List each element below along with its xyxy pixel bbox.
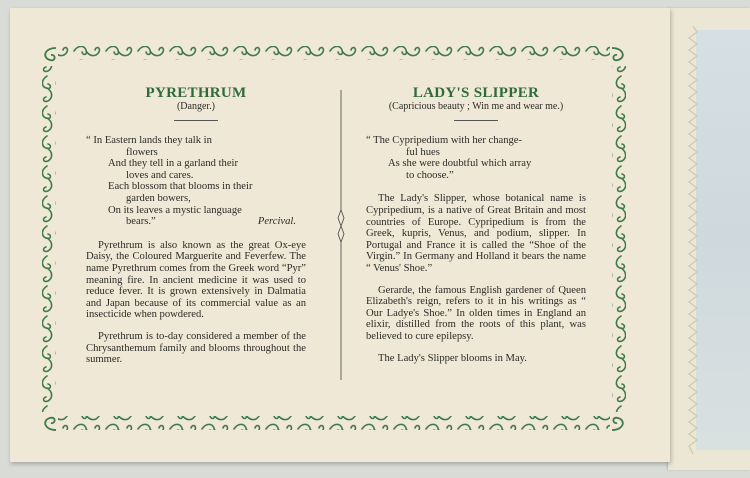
pinked-edge (686, 26, 700, 454)
pyrethrum-paragraph: Pyrethrum is also known as the great Ox-eye Daisy, the Coloured Marguerite and Feverfew. The name Pyrethrum comes from the Greek word “Pyr” meaning fire. In ancient medicine it was used to reduce fever. It is grown extensively in Dalmatia and Japan because of its commercial value as an insecticide when powdered. (86, 239, 306, 321)
ladys-slipper-paragraph: The Lady's Slipper blooms in May. (378, 352, 527, 364)
poem-author: Percival. (257, 216, 296, 228)
title-rule (174, 120, 218, 121)
ladys-slipper-title: LADY'S SLIPPER (412, 85, 540, 101)
pyrethrum-title: PYRETHRUM (145, 85, 247, 101)
poem-line: garden bowers, (126, 193, 191, 205)
ladys-slipper-column (366, 85, 586, 374)
ladys-slipper-meaning: (Capricious beauty ; Win me and wear me.) (388, 100, 564, 112)
poem-line: “ The Cypripedium with her change- (366, 135, 523, 147)
poem-line: flowers (126, 146, 158, 158)
ladys-slipper-poem (366, 135, 586, 181)
pyrethrum-meaning: (Danger.) (176, 100, 216, 112)
center-divider (336, 90, 346, 380)
pyrethrum-column (86, 85, 306, 376)
poem-line: to choose.” (406, 169, 454, 181)
poem-line: As she were doubtful which array (388, 158, 532, 170)
ladys-slipper-paragraph: The Lady's Slipper, whose botanical name is Cypripedium, is a native of Great Britain and most countries of Europe. Cypripedium is from the Greek, kupris, Venus, and podium, slipper. In Portugal and France it is called the “Shoe of the Virgin.” In Germany and Holland it bears the name “ Venus' Shoe.” (366, 193, 586, 275)
pyrethrum-paragraph: Pyrethrum is to-day considered a member of the Chrysanthemum family and blooms throughout the summer. (86, 331, 306, 366)
poem-line: And they tell in a garland their (108, 158, 239, 170)
ladys-slipper-paragraph: Gerarde, the famous English gardener of Queen Elizabeth's reign, refers to it in his writings as “ Our Ladye's Shoe.” In olden times in England an elixir, distilled from the roots of this plant, was believed to cure epilepsy. (366, 284, 586, 342)
pyrethrum-poem (86, 135, 306, 228)
poem-line: bears.” (126, 216, 156, 228)
envelope-inner-tint (696, 30, 750, 450)
poem-line: On its leaves a mystic language (108, 204, 242, 216)
poem-line: “ In Eastern lands they talk in (86, 135, 212, 147)
poem-line: Each blossom that blooms in their (108, 181, 253, 193)
poem-attribution-line (86, 216, 306, 228)
poem-line: ful hues (406, 146, 440, 158)
title-rule (454, 120, 498, 121)
poem-line: loves and cares. (126, 169, 194, 181)
